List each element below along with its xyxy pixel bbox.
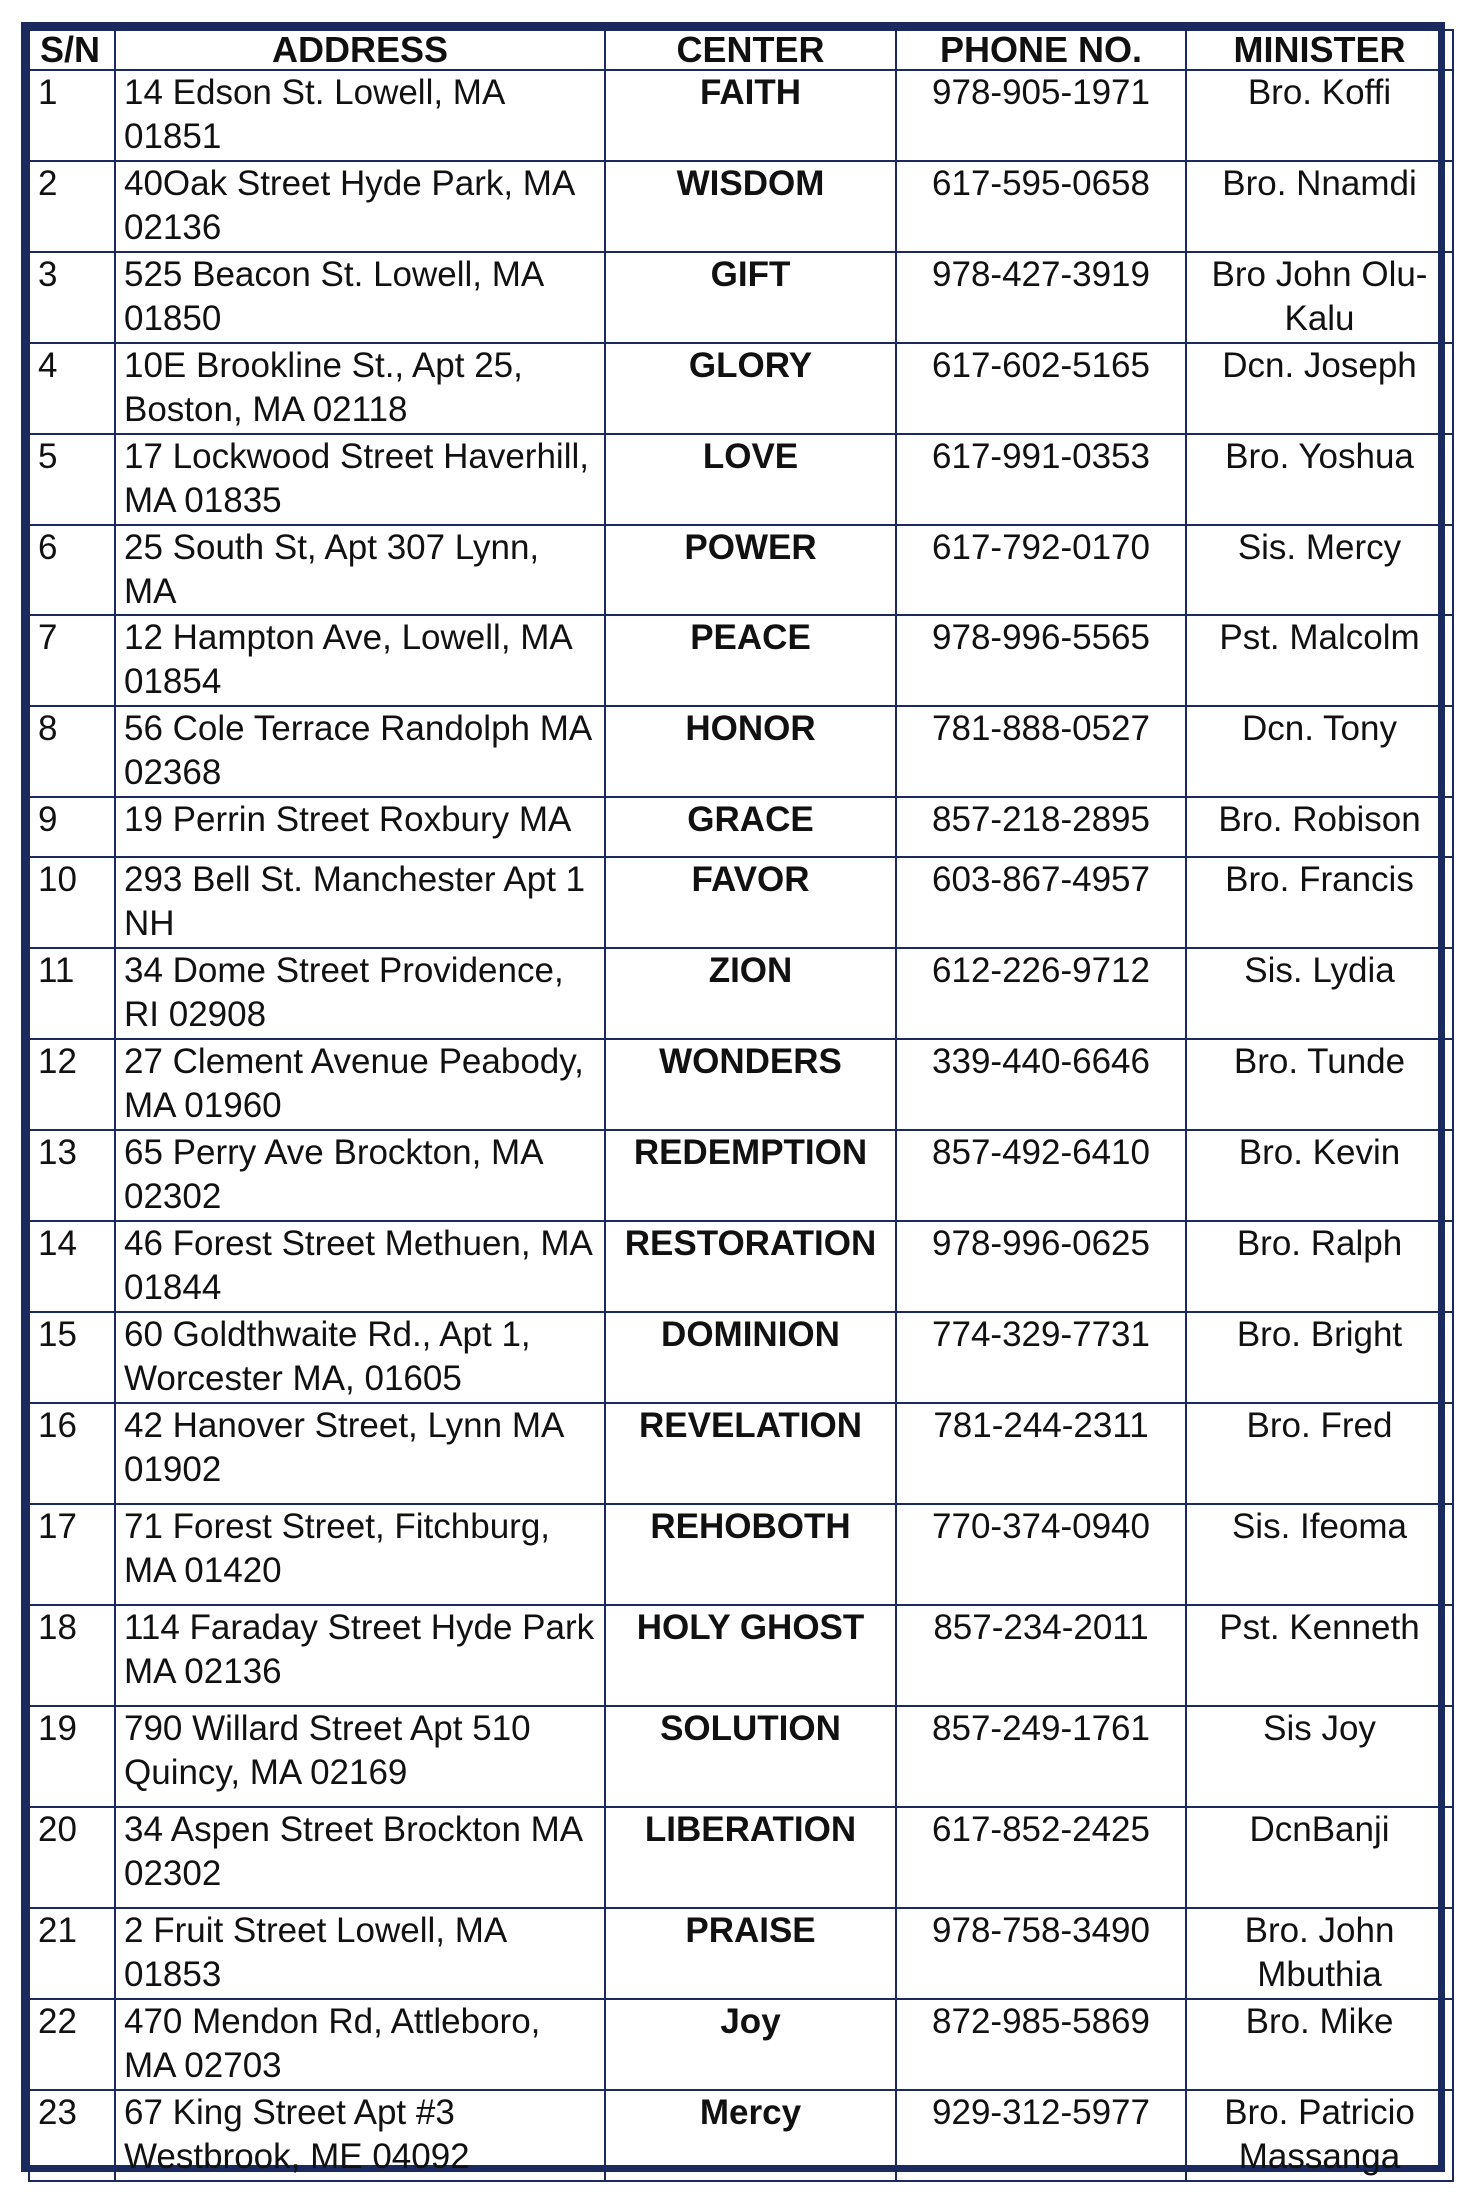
row-minister: Bro. Bright [1186,1312,1453,1403]
row-center: LIBERATION [605,1807,896,1908]
row-center: RESTORATION [605,1221,896,1312]
row-address: 71 Forest Street, Fitchburg, MA 01420 [115,1504,605,1605]
row-address: 27 Clement Avenue Peabody, MA 01960 [115,1039,605,1130]
row-minister: Sis. Lydia [1186,948,1453,1039]
row-minister: Dcn. Tony [1186,706,1453,797]
table-row [29,857,1453,948]
row-center: HOLY GHOST [605,1605,896,1706]
row-center: HONOR [605,706,896,797]
row-phone: 617-852-2425 [896,1807,1186,1908]
row-sn: 1 [29,70,115,161]
row-minister: Bro John Olu-Kalu [1186,252,1453,343]
row-center: LOVE [605,434,896,525]
row-minister: Sis Joy [1186,1706,1453,1807]
row-phone: 857-234-2011 [896,1605,1186,1706]
row-minister: Bro. John Mbuthia [1186,1908,1453,1999]
row-minister: Bro. Koffi [1186,70,1453,161]
row-address: 525 Beacon St. Lowell, MA 01850 [115,252,605,343]
table-row [29,1403,1453,1504]
header-phone: PHONE NO. [896,30,1186,70]
row-phone: 617-792-0170 [896,525,1186,615]
row-sn: 5 [29,434,115,525]
row-minister: DcnBanji [1186,1807,1453,1908]
row-phone: 770-374-0940 [896,1504,1186,1605]
row-address: 12 Hampton Ave, Lowell, MA 01854 [115,615,605,706]
row-phone: 978-905-1971 [896,70,1186,161]
table-row [29,343,1453,434]
row-phone: 857-249-1761 [896,1706,1186,1807]
row-sn: 22 [29,1999,115,2090]
row-minister: Bro. Tunde [1186,1039,1453,1130]
row-center: ZION [605,948,896,1039]
row-address: 293 Bell St. Manchester Apt 1 NH [115,857,605,948]
row-phone: 978-996-0625 [896,1221,1186,1312]
table-row [29,1807,1453,1908]
row-center: DOMINION [605,1312,896,1403]
row-center: GLORY [605,343,896,434]
row-center: REHOBOTH [605,1504,896,1605]
row-sn: 19 [29,1706,115,1807]
row-sn: 7 [29,615,115,706]
row-address: 65 Perry Ave Brockton, MA 02302 [115,1130,605,1221]
row-sn: 3 [29,252,115,343]
row-address: 46 Forest Street Methuen, MA 01844 [115,1221,605,1312]
row-address: 10E Brookline St., Apt 25, Boston, MA 02118 [115,343,605,434]
table-row [29,1221,1453,1312]
row-address: 19 Perrin Street Roxbury MA [115,797,605,857]
row-address: 17 Lockwood Street Haverhill, MA 01835 [115,434,605,525]
row-minister: Bro. Nnamdi [1186,161,1453,252]
row-address: 790 Willard Street Apt 510 Quincy, MA 02169 [115,1706,605,1807]
row-phone: 781-888-0527 [896,706,1186,797]
row-sn: 16 [29,1403,115,1504]
header-sn: S/N [29,30,115,70]
row-address: 67 King Street Apt #3 Westbrook, ME 04092 [115,2090,605,2181]
row-minister: Bro. Patricio Massanga [1186,2090,1453,2181]
row-address: 60 Goldthwaite Rd., Apt 1, Worcester MA, 01605 [115,1312,605,1403]
row-phone: 339-440-6646 [896,1039,1186,1130]
table-row [29,615,1453,706]
table-body [29,70,1453,2181]
header-center: CENTER [605,30,896,70]
row-minister: Sis. Mercy [1186,525,1453,615]
row-center: FAVOR [605,857,896,948]
row-phone: 872-985-5869 [896,1999,1186,2090]
row-phone: 617-595-0658 [896,161,1186,252]
row-sn: 20 [29,1807,115,1908]
row-minister: Bro. Fred [1186,1403,1453,1504]
row-address: 34 Aspen Street Brockton MA 02302 [115,1807,605,1908]
row-sn: 18 [29,1605,115,1706]
row-sn: 10 [29,857,115,948]
row-sn: 23 [29,2090,115,2181]
row-minister: Bro. Ralph [1186,1221,1453,1312]
row-sn: 6 [29,525,115,615]
row-sn: 17 [29,1504,115,1605]
row-minister: Bro. Mike [1186,1999,1453,2090]
header-minister: MINISTER [1186,30,1453,70]
row-address: 114 Faraday Street Hyde Park MA 02136 [115,1605,605,1706]
row-phone: 603-867-4957 [896,857,1186,948]
row-center: FAITH [605,70,896,161]
row-minister: Bro. Yoshua [1186,434,1453,525]
table-row [29,1312,1453,1403]
row-center: GIFT [605,252,896,343]
row-sn: 13 [29,1130,115,1221]
row-phone: 978-427-3919 [896,252,1186,343]
row-address: 2 Fruit Street Lowell, MA 01853 [115,1908,605,1999]
row-minister: Pst. Kenneth [1186,1605,1453,1706]
row-phone: 781-244-2311 [896,1403,1186,1504]
row-phone: 857-492-6410 [896,1130,1186,1221]
row-sn: 9 [29,797,115,857]
table-row [29,1999,1453,2090]
table-row [29,1605,1453,1706]
row-address: 40Oak Street Hyde Park, MA 02136 [115,161,605,252]
row-phone: 774-329-7731 [896,1312,1186,1403]
row-center: POWER [605,525,896,615]
row-sn: 11 [29,948,115,1039]
row-minister: Pst. Malcolm [1186,615,1453,706]
row-sn: 8 [29,706,115,797]
row-center: WISDOM [605,161,896,252]
table-row [29,1908,1453,1999]
table-row [29,2090,1453,2181]
row-center: Mercy [605,2090,896,2181]
row-sn: 14 [29,1221,115,1312]
row-address: 25 South St, Apt 307 Lynn, MA [115,525,605,615]
directory-sheet [21,22,1445,2176]
row-phone: 857-218-2895 [896,797,1186,857]
row-center: REVELATION [605,1403,896,1504]
row-sn: 21 [29,1908,115,1999]
table-row [29,797,1453,857]
row-phone: 617-602-5165 [896,343,1186,434]
table-row [29,1706,1453,1807]
row-center: GRACE [605,797,896,857]
row-phone: 929-312-5977 [896,2090,1186,2181]
row-phone: 978-758-3490 [896,1908,1186,1999]
row-phone: 612-226-9712 [896,948,1186,1039]
row-address: 34 Dome Street Providence, RI 02908 [115,948,605,1039]
table-row [29,948,1453,1039]
row-minister: Bro. Francis [1186,857,1453,948]
row-center: SOLUTION [605,1706,896,1807]
row-sn: 2 [29,161,115,252]
row-sn: 12 [29,1039,115,1130]
row-minister: Dcn. Joseph [1186,343,1453,434]
row-phone: 617-991-0353 [896,434,1186,525]
table-row [29,706,1453,797]
table-row [29,1130,1453,1221]
table-row [29,252,1453,343]
row-address: 470 Mendon Rd, Attleboro, MA 02703 [115,1999,605,2090]
row-center: WONDERS [605,1039,896,1130]
table-row [29,1039,1453,1130]
row-center: Joy [605,1999,896,2090]
row-sn: 15 [29,1312,115,1403]
table-header-row [29,30,1453,70]
row-phone: 978-996-5565 [896,615,1186,706]
table-row [29,70,1453,161]
row-minister: Bro. Kevin [1186,1130,1453,1221]
table-row [29,525,1453,615]
row-center: PEACE [605,615,896,706]
row-address: 56 Cole Terrace Randolph MA 02368 [115,706,605,797]
row-minister: Sis. Ifeoma [1186,1504,1453,1605]
table-row [29,1504,1453,1605]
table-row [29,161,1453,252]
row-sn: 4 [29,343,115,434]
row-center: PRAISE [605,1908,896,1999]
row-address: 14 Edson St. Lowell, MA 01851 [115,70,605,161]
header-address: ADDRESS [115,30,605,70]
row-address: 42 Hanover Street, Lynn MA 01902 [115,1403,605,1504]
center-directory-table [28,29,1454,2182]
row-minister: Bro. Robison [1186,797,1453,857]
row-center: REDEMPTION [605,1130,896,1221]
table-row [29,434,1453,525]
